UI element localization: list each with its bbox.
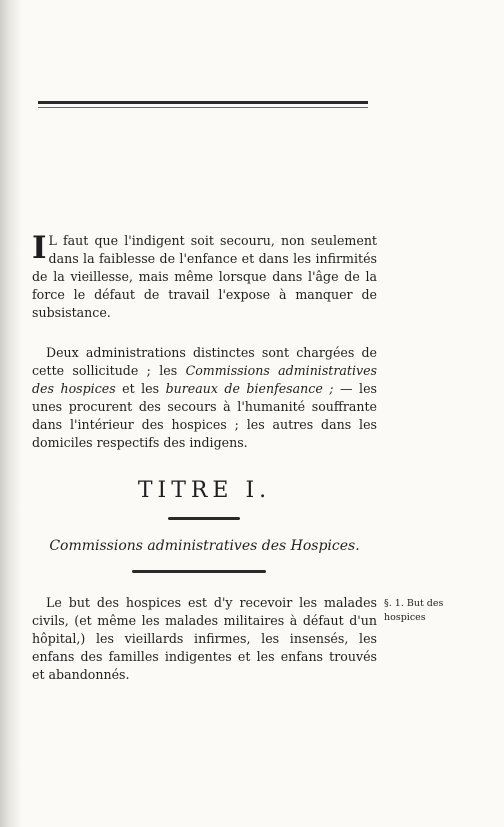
margin-note: §. 1. But des hospices xyxy=(384,598,444,623)
page-gutter xyxy=(0,0,22,827)
intro-paragraph-text: L faut que l'indigent soit secouru, non seulement dans la faiblesse de l'enfance et dans les infirmités de la vieillesse, mais même lorsque dans l'âge de la force le défaut de travail l'expose à manquer de subsistance. xyxy=(32,233,377,320)
subtitle-ornament-rule xyxy=(132,570,266,573)
intro-paragraph xyxy=(32,232,377,322)
drop-cap: I xyxy=(32,230,47,266)
section-title: TITRE I. xyxy=(137,478,272,503)
bureaux-italic: bureaux de bienfesance ; xyxy=(165,381,334,396)
administrations-text-1: Deux administrations distinctes sont chargées de cette sollicitude ; les xyxy=(32,345,377,378)
top-rule xyxy=(38,101,368,104)
administrations-text-3: — les unes procurent des secours à l'humanité souffrante dans l'intérieur des hospices ; les autres dans les domiciles respectifs des indigens. xyxy=(32,381,377,450)
section-subtitle: Commissions administratives des Hospices. xyxy=(49,538,360,554)
hospices-paragraph: Le but des hospices est d'y recevoir les malades civils, (et même les malades militaires à défaut d'un hôpital,) les vieillards infirmes, les insensés, les enfans des familles indigentes et les enfans trouvés et abandonnés. xyxy=(32,595,377,682)
administrations-text-2: et les xyxy=(115,381,166,396)
top-rule-thin xyxy=(38,107,368,108)
title-ornament-rule xyxy=(168,517,240,520)
commissions-italic: Commissions administratives des hospices xyxy=(32,363,377,396)
administrations-paragraph xyxy=(32,344,377,452)
